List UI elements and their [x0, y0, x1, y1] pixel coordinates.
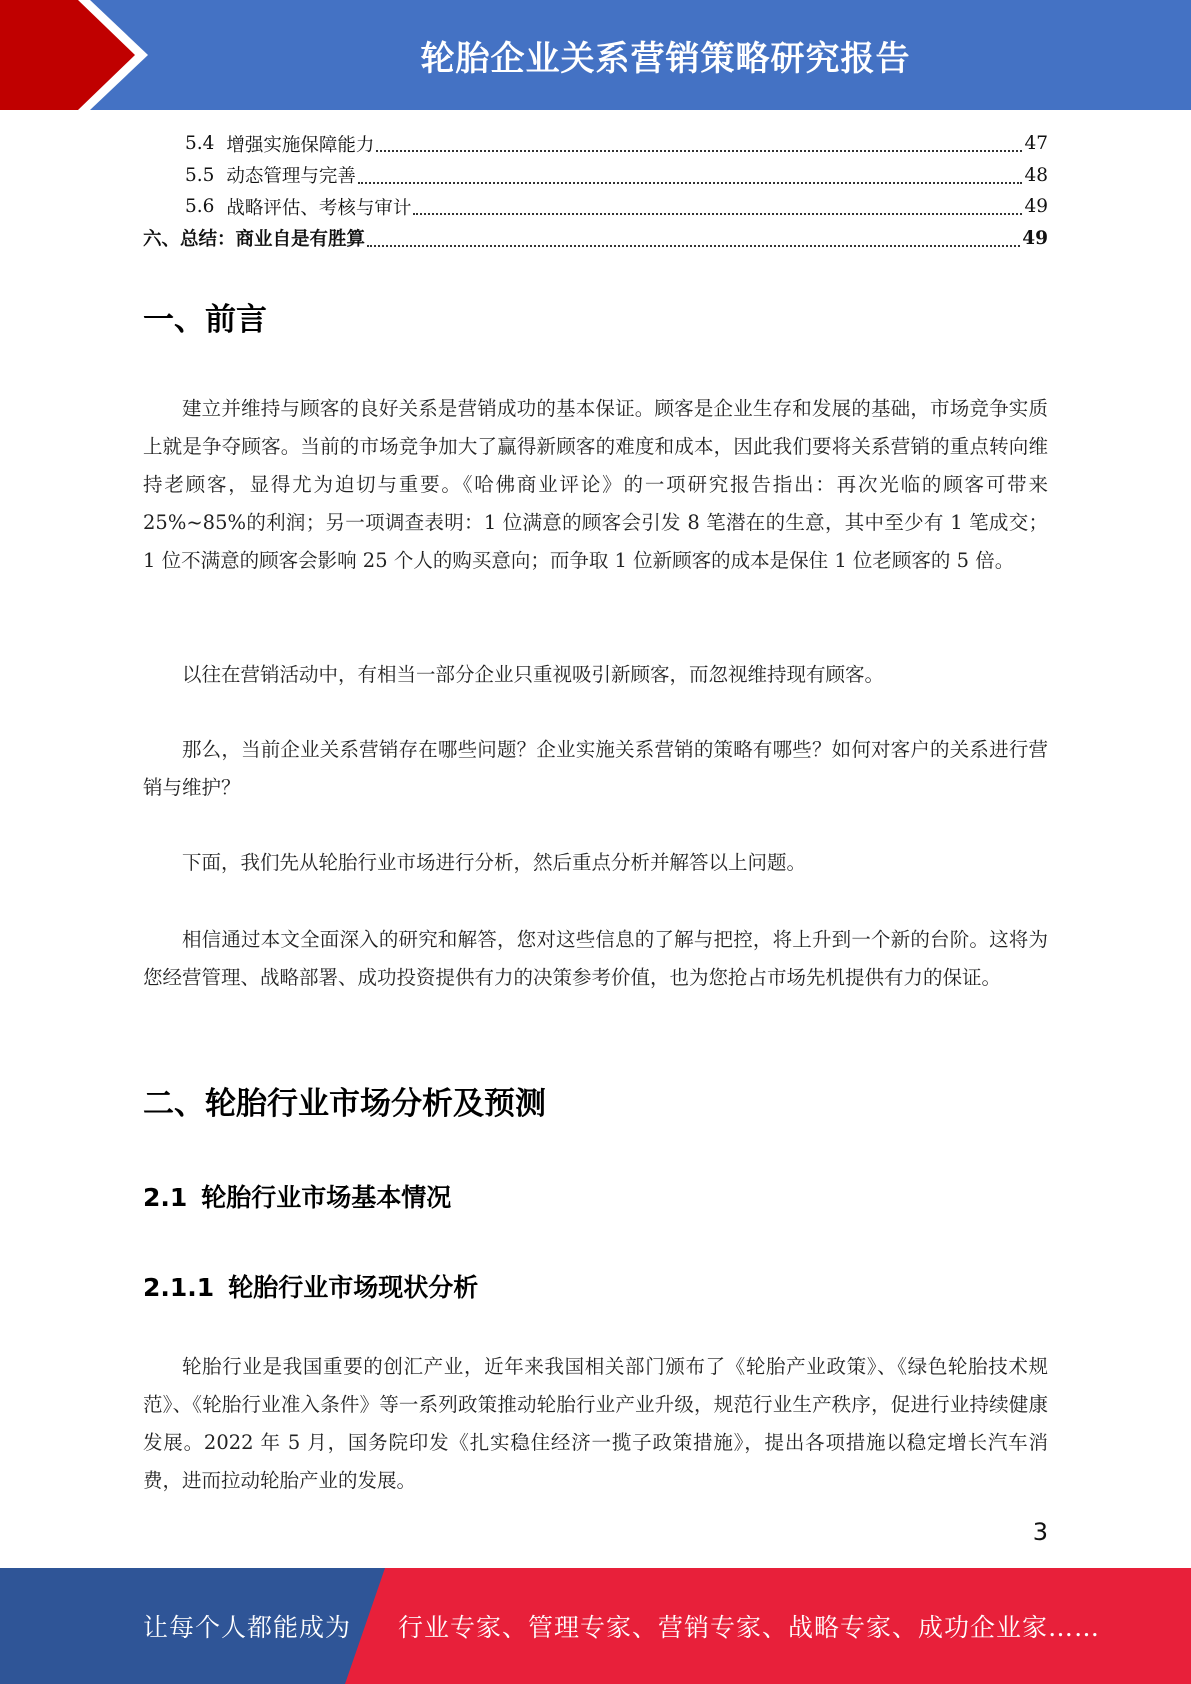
toc-item-title: 六、总结：商业自是有胜算: [143, 229, 366, 251]
toc-item[interactable]: [143, 223, 1048, 255]
footer-slogan-left: 让每个人都能成为: [143, 1613, 352, 1642]
paragraph: 以往在营销活动中，有相当一部分企业只重视吸引新顾客，而忽视维持现有顾客。: [182, 663, 885, 686]
toc-item[interactable]: [143, 128, 1048, 160]
section-heading-market: 二、轮胎行业市场分析及预测: [143, 1086, 546, 1122]
section-heading-preface: 一、前言: [143, 302, 267, 338]
subsection-number: 2.1: [143, 1183, 188, 1212]
subsection-title: 轮胎行业市场现状分析: [228, 1273, 479, 1302]
toc-item-title: 战略评估、考核与审计: [226, 197, 412, 219]
toc-item-title: 动态管理与完善: [226, 166, 356, 188]
toc-item-page: 49: [1022, 227, 1048, 249]
paragraph: 那么，当前企业关系营销存在哪些问题？企业实施关系营销的策略有哪些？如何对客户的关系进行营销与维护？: [143, 738, 1048, 799]
toc-leader: [413, 195, 1022, 216]
paragraph: 相信通过本文全面深入的研究和解答，您对这些信息的了解与把控，将上升到一个新的台阶。这将为您经营管理、战略部署、成功投资提供有力的决策参考价值，也为您抢占市场先机提供有力的保证。: [143, 928, 1048, 989]
subsection-title: 轮胎行业市场基本情况: [201, 1183, 452, 1212]
toc-item-page: 48: [1024, 164, 1048, 186]
toc-item-number: 5.4: [185, 133, 215, 155]
paragraph: 下面，我们先从轮胎行业市场进行分析，然后重点分析并解答以上问题。: [182, 851, 807, 874]
page-header: [0, 0, 1191, 110]
toc-item-number: 5.5: [185, 164, 215, 186]
subsection-heading: [143, 1178, 451, 1214]
paragraph: 轮胎行业是我国重要的创汇产业，近年来我国相关部门颁布了《轮胎产业政策》、《绿色轮胎技术规范》、《轮胎行业准入条件》等一系列政策推动轮胎行业产业升级，规范行业生产秩序，促进行业持续健康发展。2022 年 5 月，国务院印发《扎实稳住经济一揽子政策措施》，提出各项措施以稳定增长汽车消费，进而拉动轮胎产业的发展。: [143, 1355, 1048, 1492]
toc-item[interactable]: [143, 191, 1048, 223]
header-title: 轮胎企业关系营销策略研究报告: [420, 38, 911, 79]
toc-leader: [367, 226, 1020, 247]
header-chevron-icon: [0, 0, 160, 110]
toc-item-number: 5.6: [185, 196, 215, 218]
toc-item-title: 增强实施保障能力: [226, 134, 375, 156]
page-number: 3: [1032, 1518, 1048, 1546]
footer-slogan-right: 行业专家、管理专家、营销专家、战略专家、成功企业家……: [398, 1613, 1101, 1642]
toc-item-page: 47: [1024, 133, 1048, 155]
table-of-contents: [143, 128, 1048, 254]
toc-item-page: 49: [1024, 196, 1048, 218]
paragraph: 建立并维持与顾客的良好关系是营销成功的基本保证。顾客是企业生存和发展的基础，市场竞争实质上就是争夺顾客。当前的市场竞争加大了赢得新顾客的难度和成本，因此我们要将关系营销的重点转向维持老顾客，显得尤为迫切与重要。《哈佛商业评论》的一项研究报告指出：再次光临的顾客可带来25%~85%的利润；另一项调查表明：1 位满意的顾客会引发 8 笔潜在的生意，其中至少有 1 笔成交；1 位不满意的顾客会影响 25 个人的购买意向；而争取 1 位新顾客的成本是保住 1 位老顾客的 5 倍。: [143, 397, 1048, 572]
subsection-number: 2.1.1: [143, 1273, 215, 1302]
toc-leader: [376, 132, 1022, 153]
page-footer: [0, 1568, 1191, 1684]
toc-leader: [358, 163, 1023, 184]
subsubsection-heading: [143, 1268, 478, 1304]
toc-item[interactable]: [143, 160, 1048, 192]
